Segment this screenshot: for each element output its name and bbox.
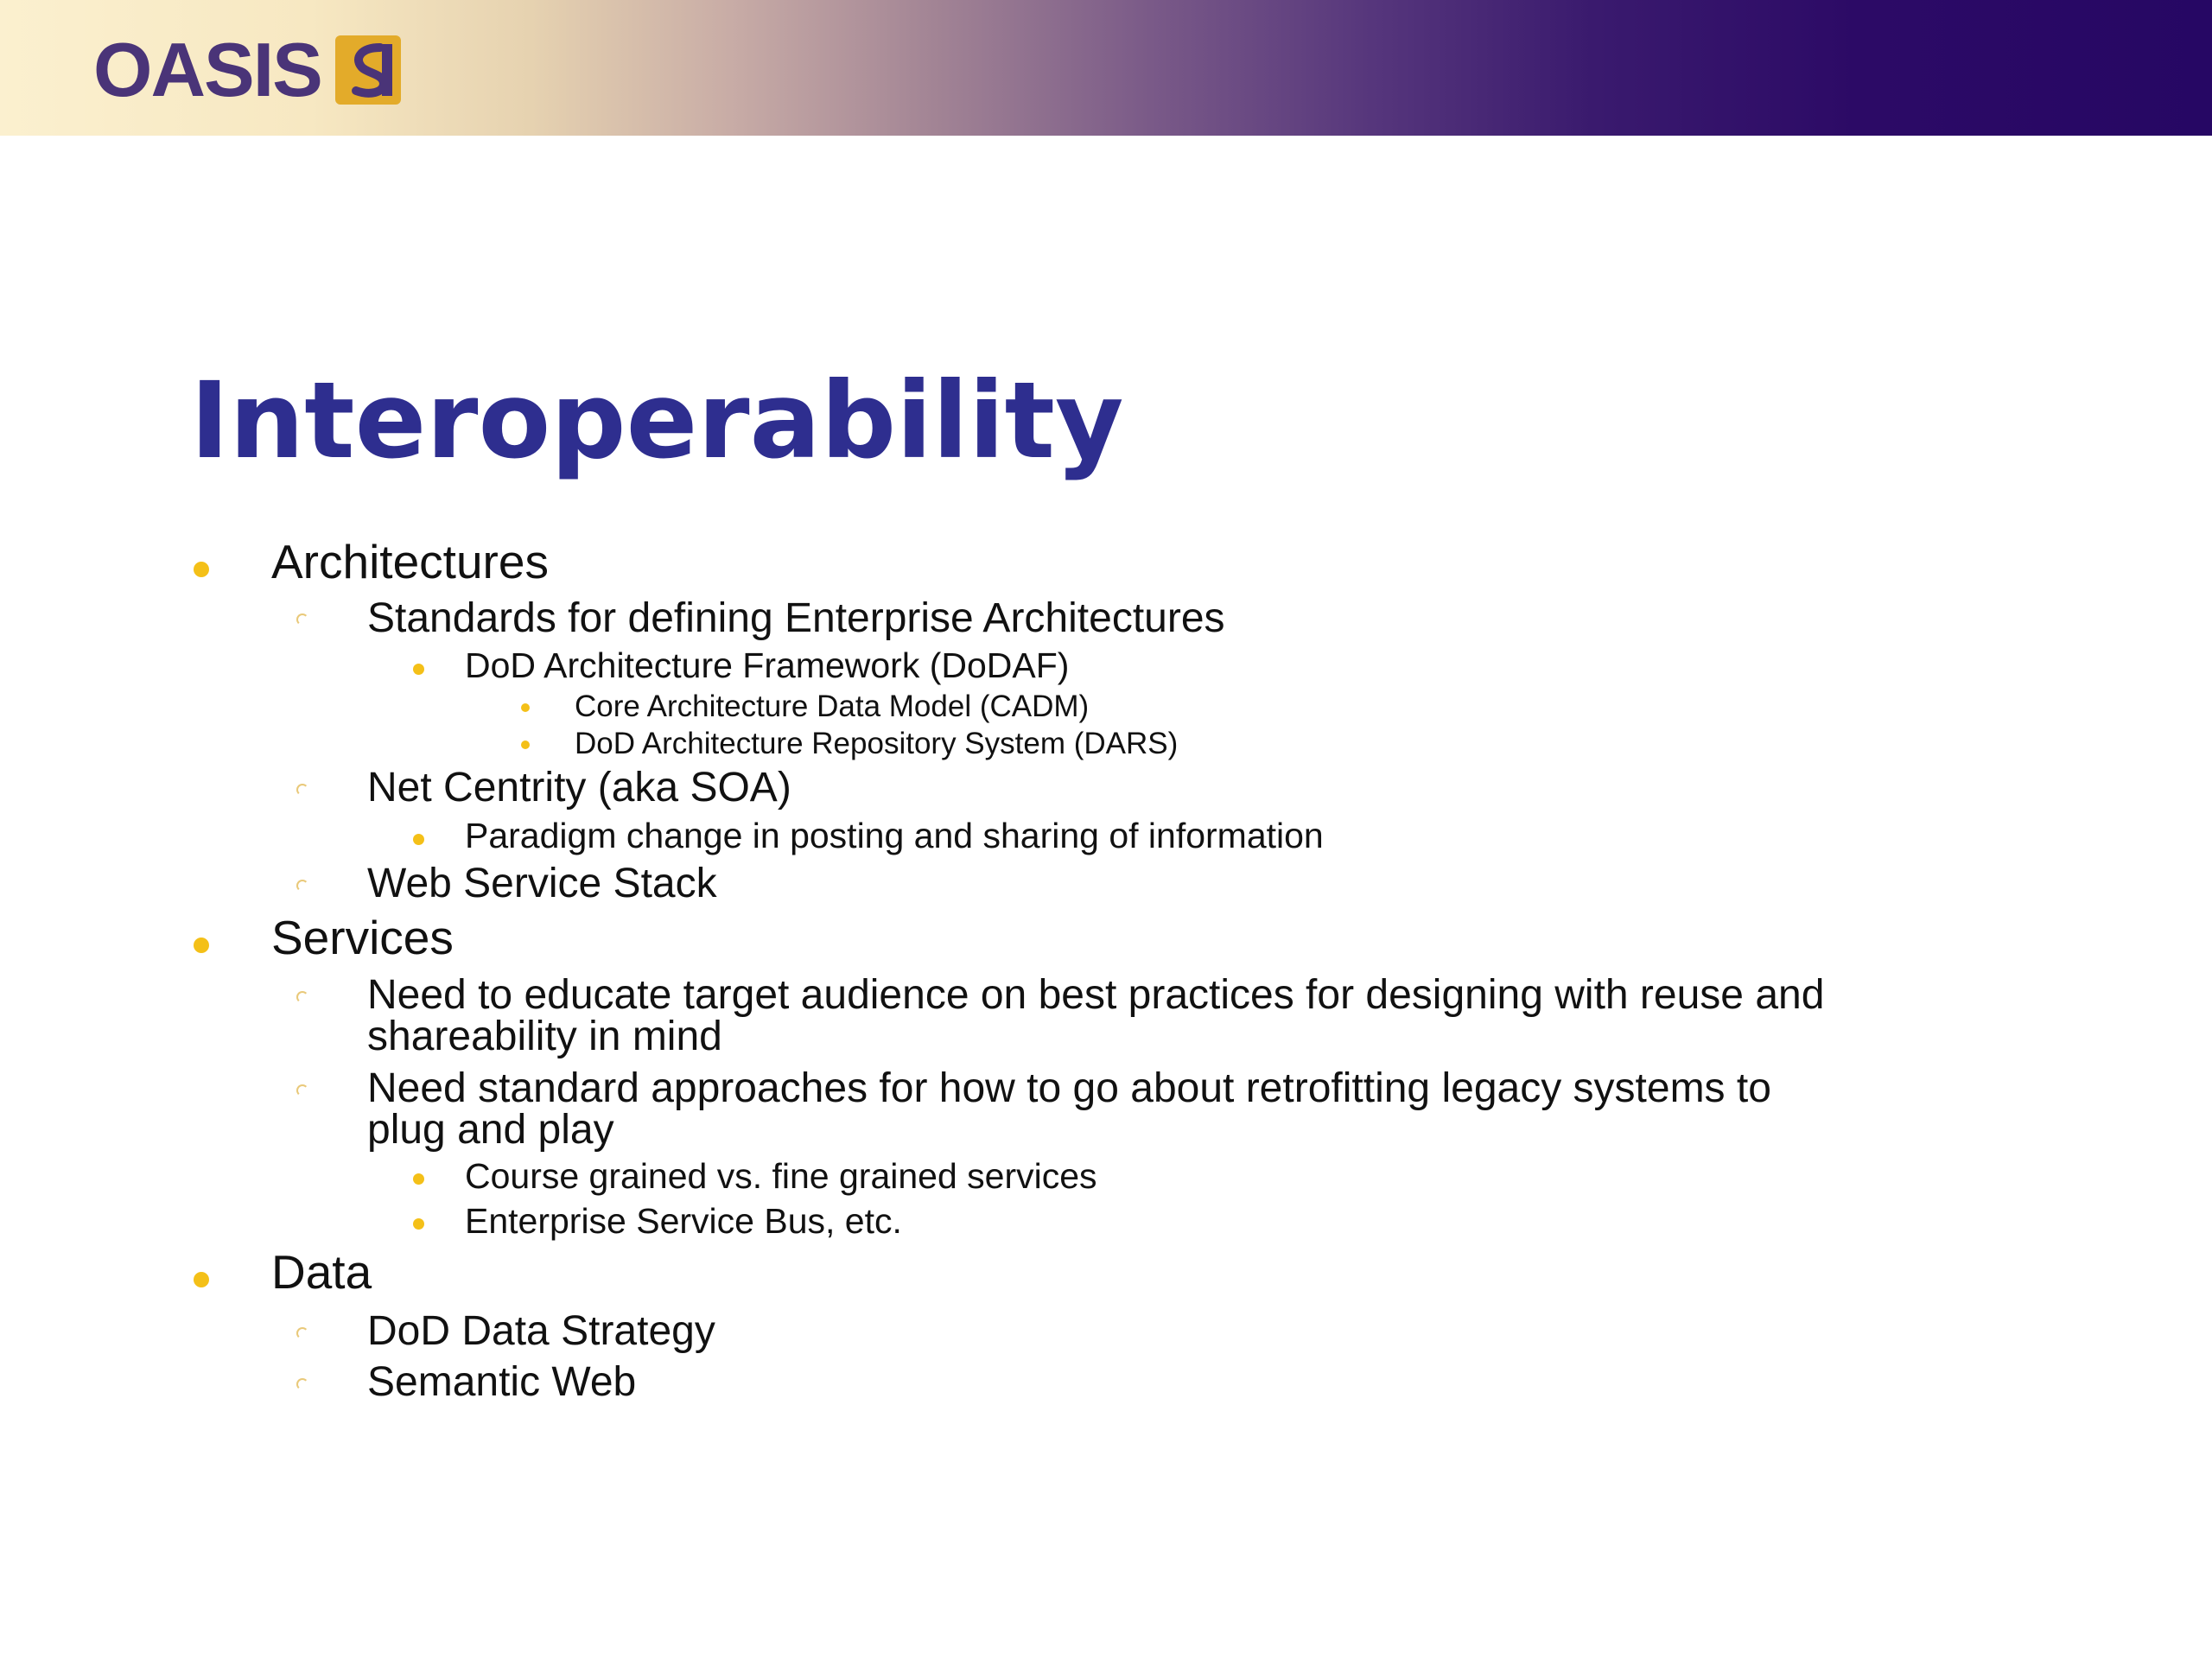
sub-bullet-arc-icon (296, 1378, 308, 1390)
bullet-dot-icon (413, 1173, 424, 1185)
sub-bullet-arc-icon (296, 784, 308, 796)
bullet-dot-icon (194, 938, 209, 953)
bullet-dot-icon (194, 1272, 209, 1287)
bullet-dot-icon (521, 703, 530, 712)
bullet-net-centrity: Net Centrity (aka SOA) (367, 765, 791, 810)
bullet-standard-approaches: Need standard approaches for how to go about retrofitting legacy systems to (367, 1065, 1771, 1111)
bullet-grained: Course grained vs. fine grained services (465, 1156, 1097, 1196)
bullet-cadm: Core Architecture Data Model (CADM) (575, 690, 1090, 723)
oasis-emblem-icon (335, 35, 401, 105)
bullet-architectures: Architectures (271, 535, 549, 588)
sub-bullet-arc-icon (296, 1327, 308, 1339)
bullet-data-strategy: DoD Data Strategy (367, 1308, 715, 1354)
slide-title: Interoperability (190, 359, 1124, 482)
bullet-dodaf: DoD Architecture Framework (DoDAF) (465, 645, 1070, 685)
bullet-standard-approaches-cont: plug and play (367, 1107, 614, 1153)
bullet-services: Services (271, 911, 454, 964)
bullet-standards: Standards for defining Enterprise Architectures (367, 595, 1225, 641)
bullet-dot-icon (413, 1218, 424, 1230)
bullet-paradigm: Paradigm change in posting and sharing of information (465, 816, 1324, 855)
bullet-dot-icon (521, 741, 530, 749)
logo-text: OASIS (93, 27, 321, 112)
sub-bullet-arc-icon (296, 1084, 308, 1096)
bullet-dot-icon (194, 562, 209, 577)
bullet-educate: Need to educate target audience on best practices for designing with reuse and (367, 972, 1825, 1018)
bullet-dot-icon (413, 664, 424, 675)
bullet-semantic-web: Semantic Web (367, 1359, 637, 1405)
bullet-data: Data (271, 1245, 372, 1299)
bullet-dars: DoD Architecture Repository System (DARS) (575, 727, 1179, 760)
bullet-esb: Enterprise Service Bus, etc. (465, 1201, 902, 1241)
bullet-web-service: Web Service Stack (367, 861, 717, 906)
bullet-educate-cont: shareability in mind (367, 1014, 722, 1059)
sub-bullet-arc-icon (296, 991, 308, 1003)
oasis-logo (93, 27, 401, 112)
sub-bullet-arc-icon (296, 880, 308, 892)
sub-bullet-arc-icon (296, 613, 308, 626)
bullet-dot-icon (413, 834, 424, 845)
